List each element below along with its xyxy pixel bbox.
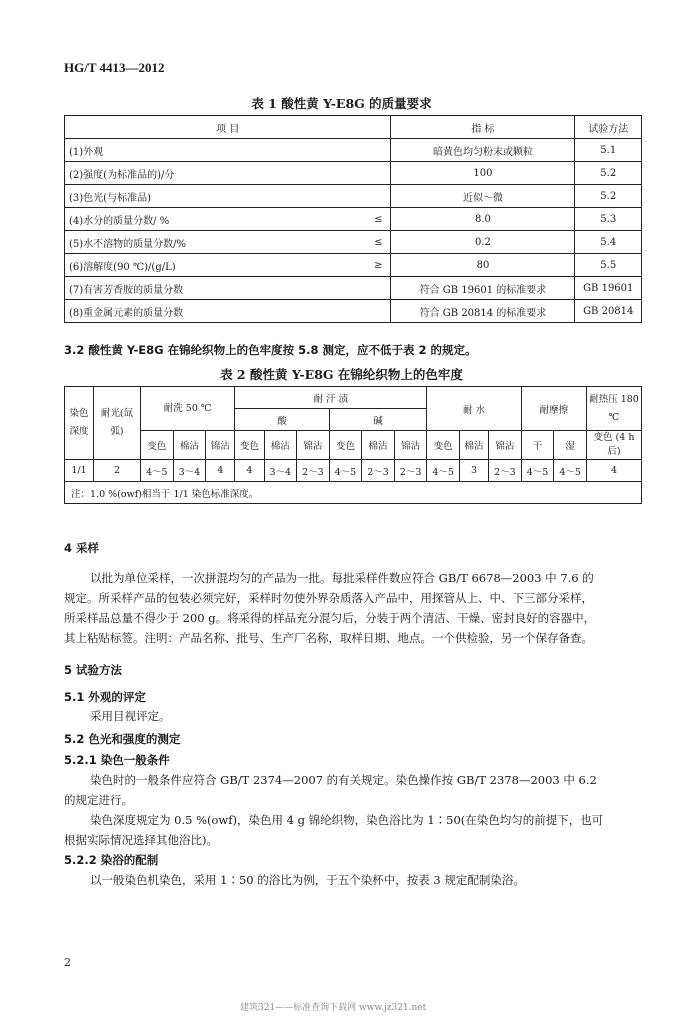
table-row <box>65 162 642 185</box>
header-item: 项 目 <box>65 116 391 139</box>
cell-method: 5.1 <box>575 139 642 162</box>
cell-value: 暗黄色均匀粉末或颗粒 <box>391 139 575 162</box>
cell-item: (6)溶解度(90 ℃)/(g/L) <box>65 254 365 277</box>
table-row <box>65 460 642 482</box>
paragraph-line: 染色深度规定为 0.5 %(owf)，染色用 4 g 锦纶织物，染色浴比为 1∶50(在染色均匀的前提下，也可 <box>90 813 604 827</box>
cell-item: (5)水不溶物的质量分数/% <box>65 231 365 254</box>
table-header-row <box>65 116 642 139</box>
table1-caption: 表 1 酸性黄 Y-E8G 的质量要求 <box>251 96 432 111</box>
header-rub: 耐摩擦 <box>521 387 586 431</box>
table-row <box>65 208 642 231</box>
cell-value: 符合 GB 20814 的标准要求 <box>391 300 575 323</box>
cell-method: 5.2 <box>575 162 642 185</box>
sub-press-change: 变色 (4 h后) <box>587 431 642 460</box>
clause-3-2 <box>64 340 476 360</box>
cell-value: 80 <box>391 254 575 277</box>
table-row <box>65 277 642 300</box>
header-method: 试验方法 <box>575 116 642 139</box>
table-row <box>65 300 642 323</box>
clause-5-2-2-title: 5.2.2 染浴的配制 <box>64 853 159 867</box>
table2-caption: 表 2 酸性黄 Y-E8G 在锦纶织物上的色牢度 <box>220 367 463 382</box>
cell-symbol <box>364 185 391 208</box>
cell-symbol: ≤ <box>364 208 391 231</box>
paragraph-line: 其上粘贴标签。注明：产品名称、批号、生产厂名称，取样日期、地点。一个供检验，另一个保存备查。 <box>64 631 593 645</box>
cell-item: (2)强度(为标准品的)/分 <box>65 162 365 185</box>
section-4-body <box>64 568 648 648</box>
fastness-table <box>64 386 642 504</box>
cell-acid-nylon: 2～3 <box>297 460 330 482</box>
paragraph-line: 染色时的一般条件应符合 GB/T 2374—2007 的有关规定。染色操作按 GB/T 2378—2003 中 6.2 <box>90 773 597 787</box>
sub-cotton: 棉沾 <box>362 431 395 460</box>
cell-acid-cotton: 3～4 <box>264 460 297 482</box>
cell-wash-change: 4～5 <box>141 460 174 482</box>
sub-wet: 湿 <box>554 431 587 460</box>
header-sweat: 耐 汗 渍 <box>235 387 427 409</box>
clause-3-2-text: 3.2 酸性黄 Y-E8G 在锦纶织物上的色牢度按 5.8 测定，应不低于表 2 的规定。 <box>64 343 477 357</box>
sub-cotton: 棉沾 <box>173 431 206 460</box>
cell-alkali-nylon: 2～3 <box>394 460 427 482</box>
cell-method: GB 19601 <box>575 277 642 300</box>
section-4-title: 4 采样 <box>64 541 100 555</box>
paragraph-line: 规定。所采样产品的包装必须完好，采样时勿使外界杂质落入产品中，用探管从上、中、下三部分采样， <box>64 591 593 605</box>
quality-table <box>64 115 642 323</box>
sub-dry: 干 <box>521 431 554 460</box>
watermark-footer: 建筑321——标准查询下载网 www.jz321.net <box>240 1003 427 1013</box>
cell-method: 5.4 <box>575 231 642 254</box>
sub-change: 变色 <box>329 431 362 460</box>
sub-nylon: 锦沾 <box>297 431 330 460</box>
header-press: 耐热压 180 ℃ <box>587 387 642 431</box>
cell-rub-wet: 4～5 <box>554 460 587 482</box>
cell-item: (3)色光(与标准品) <box>65 185 365 208</box>
cell-method: 5.3 <box>575 208 642 231</box>
sub-change: 变色 <box>141 431 174 460</box>
sub-nylon: 锦沾 <box>206 431 235 460</box>
table-row <box>65 139 642 162</box>
cell-water-nylon: 2～3 <box>489 460 522 482</box>
cell-wash-cotton: 3～4 <box>173 460 206 482</box>
cell-value: 符合 GB 19601 的标准要求 <box>391 277 575 300</box>
clause-5-1-text: 采用目视评定。 <box>90 709 171 723</box>
cell-water-change: 4～5 <box>427 460 460 482</box>
paragraph-line: 以批为单位采样，一次拼混均匀的产品为一批。每批采样件数应符合 GB/T 6678—2003 中 7.6 的 <box>90 571 594 585</box>
table-header-row <box>65 387 642 409</box>
sub-change: 变色 <box>235 431 264 460</box>
cell-value: 8.0 <box>391 208 575 231</box>
cell-symbol: ≤ <box>364 231 391 254</box>
cell-value: 100 <box>391 162 575 185</box>
cell-symbol: ≥ <box>364 254 391 277</box>
sub-change: 变色 <box>427 431 460 460</box>
header-alkali: 碱 <box>329 409 427 431</box>
cell-depth: 1/1 <box>65 460 94 482</box>
header-depth: 染色深度 <box>65 387 94 460</box>
paragraph-line: 所采样品总量不得少于 200 g。将采得的样品充分混匀后，分装于两个清洁、干燥、密封良好的容器中， <box>64 611 596 625</box>
table-note-row <box>65 482 642 504</box>
clause-5-2-2-text: 以一般染色机染色，采用 1∶50 的浴比为例，于五个染杯中，按表 3 规定配制染浴。 <box>90 873 525 887</box>
cell-item: (8)重金属元素的质量分数 <box>65 300 365 323</box>
sub-cotton: 棉沾 <box>459 431 488 460</box>
sub-nylon: 锦沾 <box>394 431 427 460</box>
cell-acid-change: 4 <box>235 460 264 482</box>
clause-5-2-title: 5.2 色光和强度的测定 <box>64 732 181 746</box>
cell-symbol <box>364 300 391 323</box>
table-row <box>65 231 642 254</box>
cell-press: 4 <box>587 460 642 482</box>
cell-rub-dry: 4～5 <box>521 460 554 482</box>
cell-light: 2 <box>94 460 141 482</box>
cell-method: GB 20814 <box>575 300 642 323</box>
cell-symbol <box>364 277 391 300</box>
cell-alkali-change: 4～5 <box>329 460 362 482</box>
cell-value: 0.2 <box>391 231 575 254</box>
document-code: HG/T 4413—2012 <box>64 60 165 75</box>
cell-symbol <box>364 162 391 185</box>
table-row <box>65 185 642 208</box>
clause-5-1-title: 5.1 外观的评定 <box>64 690 146 704</box>
header-light: 耐光(氙弧) <box>94 387 141 460</box>
clause-5-2-1-title: 5.2.1 染色一般条件 <box>64 753 170 767</box>
cell-method: 5.2 <box>575 185 642 208</box>
section-5-title: 5 试验方法 <box>64 663 123 677</box>
table-note: 注：1.0 %(owf)相当于 1/1 染色标准深度。 <box>65 482 642 504</box>
cell-item: (1)外观 <box>65 139 365 162</box>
clause-5-2-1-body <box>64 770 648 850</box>
cell-method: 5.5 <box>575 254 642 277</box>
page-number: 2 <box>64 956 71 969</box>
cell-alkali-cotton: 2～3 <box>362 460 395 482</box>
sub-nylon: 锦沾 <box>489 431 522 460</box>
table-row <box>65 254 642 277</box>
sub-cotton: 棉沾 <box>264 431 297 460</box>
header-wash: 耐洗 50 ℃ <box>141 387 235 431</box>
cell-value: 近似～微 <box>391 185 575 208</box>
cell-item: (7)有害芳香胺的质量分数 <box>65 277 365 300</box>
header-index: 指 标 <box>391 116 575 139</box>
cell-symbol <box>364 139 391 162</box>
cell-item: (4)水分的质量分数/ % <box>65 208 365 231</box>
header-acid: 酸 <box>235 409 329 431</box>
cell-water-cotton: 3 <box>459 460 488 482</box>
paragraph-line: 根据实际情况选择其他浴比)。 <box>64 833 218 847</box>
header-water: 耐 水 <box>427 387 521 431</box>
cell-wash-nylon: 4 <box>206 460 235 482</box>
paragraph-line: 的规定进行。 <box>64 793 133 807</box>
table-subheader-row <box>65 431 642 460</box>
